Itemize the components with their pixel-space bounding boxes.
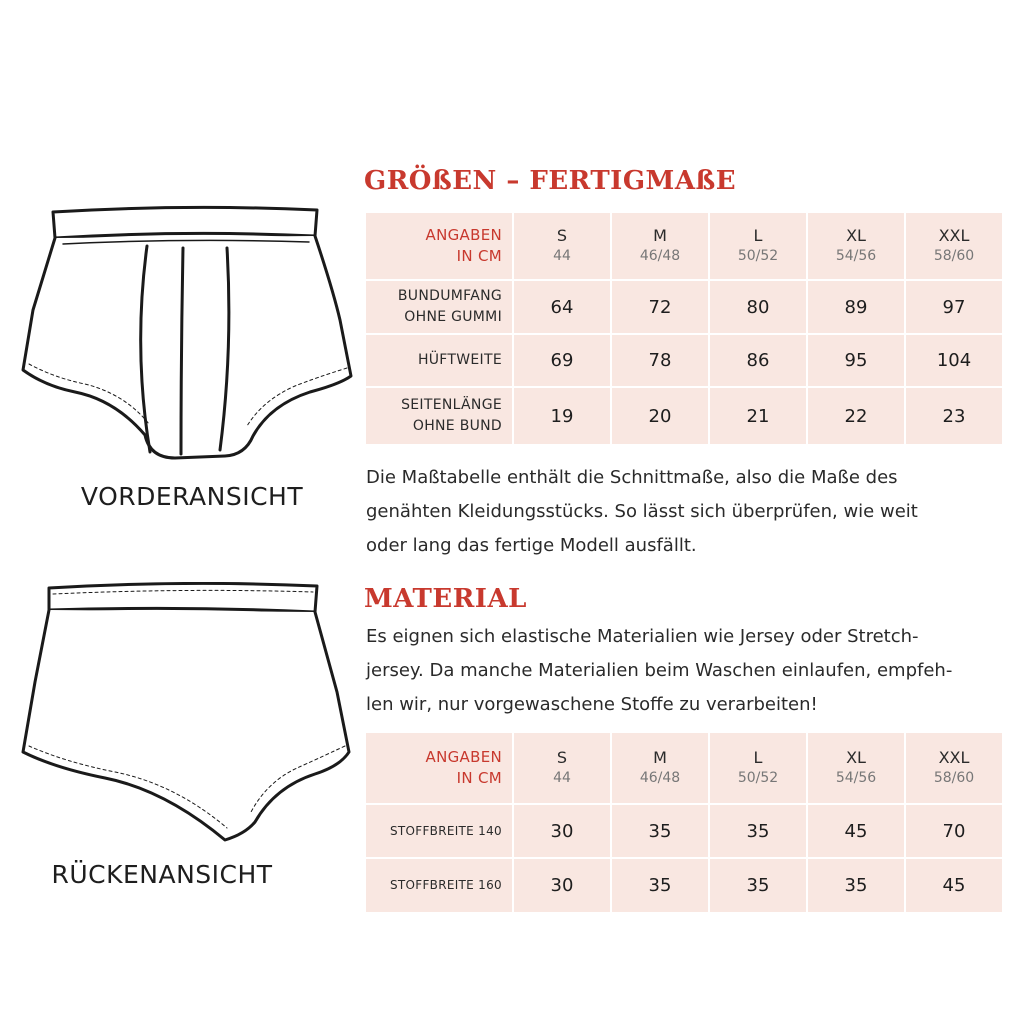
size-column-s: S 44: [514, 733, 610, 803]
table-cell: 22: [808, 388, 904, 444]
table-cell: 97: [906, 281, 1002, 333]
table-row: STOFFBREITE 140 30 35 35 45 70: [366, 805, 1002, 857]
table-cell: 30: [514, 805, 610, 857]
size-column-l: L 50/52: [710, 213, 806, 279]
table-cell: 35: [710, 859, 806, 912]
front-view-caption: VORDERANSICHT: [80, 482, 304, 511]
size-column-m: M 46/48: [612, 213, 708, 279]
table-cell: 35: [612, 805, 708, 857]
table-cell: 72: [612, 281, 708, 333]
table-cell: 35: [808, 859, 904, 912]
sizes-table: [364, 211, 1004, 446]
table-cell: 23: [906, 388, 1002, 444]
size-column-m: M 46/48: [612, 733, 708, 803]
sizes-description: Die Maßtabelle enthält die Schnittmaße, also die Maße des genähten Kleidungsstücks. So lässt sich überprüfen, wie weit oder lang das fertige Modell ausfällt.: [366, 467, 918, 556]
material-description: Es eignen sich elastische Materialien wie Jersey oder Stretch- jersey. Da manche Materialien beim Waschen einlaufen, empfeh- len wir, nur vorgewaschene Stoffe zu verarbeiten!: [366, 626, 953, 715]
table-cell: 80: [710, 281, 806, 333]
sizes-heading: GRÖßEN – FERTIGMAßE: [364, 166, 737, 196]
table-cell: 21: [710, 388, 806, 444]
size-column-xxl: XXL 58/60: [906, 213, 1002, 279]
material-table-header-row: [366, 733, 1002, 803]
table-cell: 89: [808, 281, 904, 333]
material-header-label: ANGABEN IN CM: [366, 733, 512, 803]
table-cell: 86: [710, 335, 806, 386]
table-row: SEITENLÄNGE OHNE BUND 19 20 21 22 23: [366, 388, 1002, 444]
table-cell: 70: [906, 805, 1002, 857]
table-cell: 20: [612, 388, 708, 444]
table-row: HÜFTWEITE 69 78 86 95 104: [366, 335, 1002, 386]
size-column-l: L 50/52: [710, 733, 806, 803]
material-table: [364, 731, 1004, 914]
table-cell: 78: [612, 335, 708, 386]
sizes-table-header-row: [366, 213, 1002, 279]
table-cell: 19: [514, 388, 610, 444]
back-view-caption: RÜCKENANSICHT: [51, 860, 273, 889]
table-cell: 95: [808, 335, 904, 386]
table-cell: 64: [514, 281, 610, 333]
back-view-illustration: [15, 582, 360, 852]
table-row: STOFFBREITE 160 30 35 35 35 45: [366, 859, 1002, 912]
size-column-s: S 44: [514, 213, 610, 279]
table-cell: 35: [710, 805, 806, 857]
sizes-header-label: ANGABEN IN CM: [366, 213, 512, 279]
table-cell: 45: [808, 805, 904, 857]
front-view-illustration: [15, 200, 360, 470]
table-cell: 45: [906, 859, 1002, 912]
size-column-xxl: XXL 58/60: [906, 733, 1002, 803]
size-column-xl: XL 54/56: [808, 733, 904, 803]
table-cell: 35: [612, 859, 708, 912]
size-column-xl: XL 54/56: [808, 213, 904, 279]
table-cell: 30: [514, 859, 610, 912]
table-cell: 104: [906, 335, 1002, 386]
table-row: BUNDUMFANG OHNE GUMMI 64 72 80 89 97: [366, 281, 1002, 333]
table-cell: 69: [514, 335, 610, 386]
material-heading: MATERIAL: [364, 584, 527, 614]
